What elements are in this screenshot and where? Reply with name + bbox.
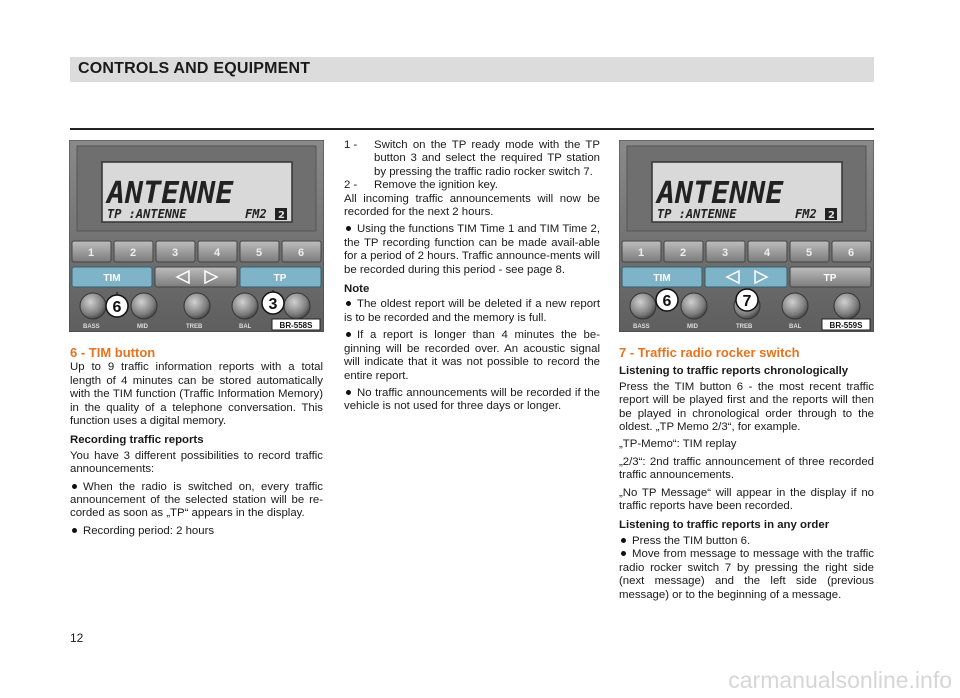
tp-label: TP <box>273 273 287 284</box>
display-sub-text: TP :ANTENNE <box>657 207 737 221</box>
tim-label: TIM <box>653 273 671 284</box>
preset-2: 2 <box>129 247 137 259</box>
item-number: 2 - <box>344 179 358 192</box>
knob-label-bass: BASS <box>83 324 100 330</box>
callout-3: 3 <box>268 296 278 313</box>
knob-label-mid: MID <box>687 324 698 330</box>
preset-1: 1 <box>87 247 95 259</box>
tp-label: TP <box>823 273 837 284</box>
tim-label: TIM <box>103 273 121 284</box>
section-heading: 7 - Traffic radio rocker switch <box>619 345 800 360</box>
figure-code: BR-558S <box>279 321 313 330</box>
item-number: 1 - <box>344 139 358 151</box>
preset-3: 3 <box>171 247 179 259</box>
bullet-icon <box>346 332 351 337</box>
display-band-text: FM2 <box>245 207 267 221</box>
preset-4: 4 <box>763 247 771 259</box>
preset-6: 6 <box>297 247 305 259</box>
callout-6: 6 <box>662 293 672 310</box>
bullet-item: If a report is longer than 4 minutes the be-ginning will be recorded over. An acoustic signal will indicate that it was not possible to record the entire report. <box>344 329 600 382</box>
preset-2: 2 <box>679 247 687 259</box>
section-title: CONTROLS AND EQUIPMENT <box>78 60 311 77</box>
preset-3: 3 <box>721 247 729 259</box>
paragraph: „TP-Memo“: TIM replay <box>619 438 737 451</box>
column-1 <box>70 346 323 538</box>
preset-1: 1 <box>637 247 645 259</box>
bullet-item: When the radio is switched on, every traffic announcement of the selected station will be re-corded as soon as „TP“ appears in the display. <box>70 480 323 520</box>
callout-7: 7 <box>742 293 752 310</box>
bullet-icon <box>72 484 77 489</box>
knob-label-treb: TREB <box>736 324 753 330</box>
numbered-item <box>344 179 600 192</box>
header-bar <box>70 57 874 82</box>
display-band-text: FM2 <box>795 207 817 221</box>
knob-label-treb: TREB <box>186 324 203 330</box>
bullet-item: No traffic announcements will be recorded if the vehicle is not used for three days or longer. <box>344 386 600 413</box>
item-text: Switch on the TP ready mode with the TP button 3 and select the required TP station by pressing the traffic radio rocker switch 7. <box>374 139 600 178</box>
bullet-icon <box>621 538 626 543</box>
subheading: Listening to traffic reports in any order <box>619 519 830 532</box>
display-main-text: ANTENNE <box>107 176 234 211</box>
section-heading: 6 - TIM button <box>70 345 156 360</box>
paragraph: Press the TIM button 6 - the most recent traffic report will be played first and the reports will then be played in chronological order through to the oldest. „TP Memo 2/3“, for example. <box>619 380 874 434</box>
column-3 <box>619 346 874 602</box>
display-sub-text: TP :ANTENNE <box>107 207 187 221</box>
bullet-icon <box>346 226 351 231</box>
paragraph: „2/3“: 2nd traffic announcement of three recorded traffic announcements. <box>619 455 874 482</box>
watermark: carmanualsonline.info <box>728 667 952 693</box>
paragraph: All incoming traffic announcements will now be recorded for the next 2 hours. <box>344 192 600 219</box>
bullet-icon <box>346 390 351 395</box>
subheading: Recording traffic reports <box>70 434 204 447</box>
display-preset-text: 2 <box>828 210 835 221</box>
radio-figure-right <box>619 140 874 332</box>
knob-label-bal: BAL <box>239 324 252 330</box>
bullet-icon <box>72 528 77 533</box>
subheading: Listening to traffic reports chronologically <box>619 365 849 378</box>
rocker-switch <box>155 267 237 287</box>
knob-label-bass: BASS <box>633 324 650 330</box>
bullet-item: Recording period: 2 hours <box>70 525 323 538</box>
item-text: Remove the ignition key. <box>374 179 498 192</box>
knob-label-mid: MID <box>137 324 148 330</box>
bullet-item: Using the functions TIM Time 1 and TIM Time 2, the TP recording function can be made avail-able for a period of 2 hours. Traffic announce-ments will be recorded during this period - see page 8. <box>344 223 600 276</box>
preset-5: 5 <box>805 247 813 259</box>
preset-5: 5 <box>255 247 263 259</box>
knob-label-bal: BAL <box>789 324 802 330</box>
bullet-icon <box>621 551 626 556</box>
preset-4: 4 <box>213 247 221 259</box>
paragraph: „No TP Message“ will appear in the display if no traffic reports have been recorded. <box>619 486 874 513</box>
page-number: 12 <box>70 631 84 645</box>
display-main-text: ANTENNE <box>657 176 784 211</box>
horizontal-rule <box>70 128 874 130</box>
bullet-icon <box>346 301 351 306</box>
column-2 <box>344 139 600 414</box>
bullet-item: Press the TIM button 6. <box>619 535 874 548</box>
numbered-item <box>344 139 600 179</box>
bullet-item: Move from message to message with the traffic radio rocker switch 7 by pressing the right side (next message) and the left side (previous message) or to the beginning of a message. <box>619 548 874 601</box>
display-preset-text: 2 <box>278 210 285 221</box>
paragraph: Up to 9 traffic information reports with a total length of 4 minutes can be stored automatically with the TIM function (Traffic Information Memory) in the quality of a telephone conversation. This function uses a digital memory. <box>70 361 323 428</box>
note-label: Note <box>344 283 370 296</box>
radio-figure-left <box>69 140 324 332</box>
bullet-item: The oldest report will be deleted if a new report is to be recorded and the memory is full. <box>344 298 600 324</box>
callout-6: 6 <box>112 299 122 316</box>
preset-6: 6 <box>847 247 855 259</box>
figure-code: BR-559S <box>829 321 863 330</box>
paragraph: You have 3 different possibilities to record traffic announcements: <box>70 449 323 476</box>
rocker-switch <box>705 267 787 287</box>
